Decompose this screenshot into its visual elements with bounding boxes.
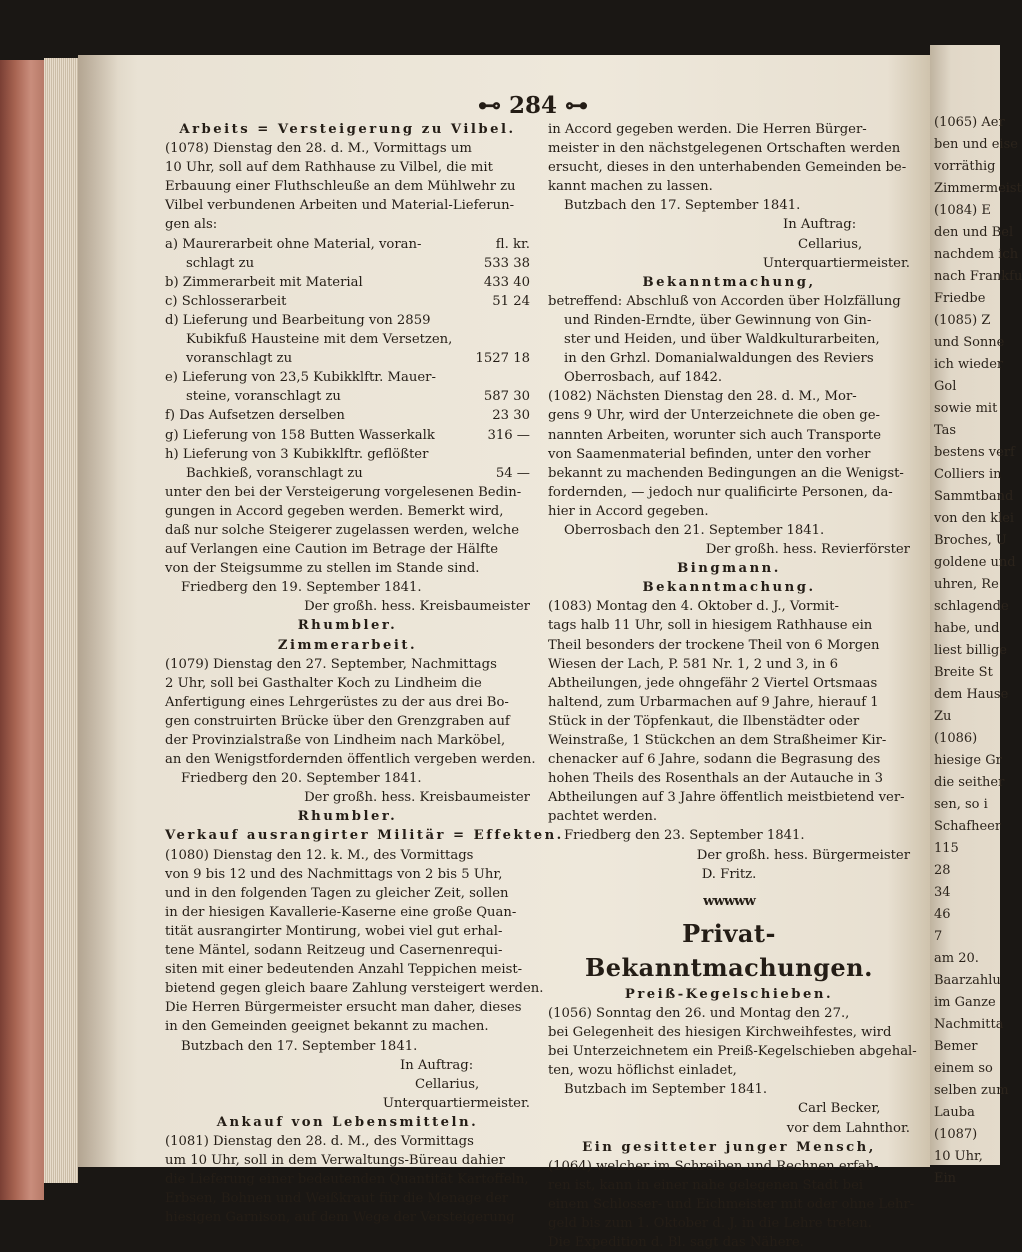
next-page-fragment: habe, und [934, 621, 1000, 636]
next-page-fragment: schlagende [934, 599, 1009, 614]
text-line: Stück in der Töpfenkaut, die Ilbenstädter oder [548, 713, 860, 729]
next-page-fragment: goldene und [934, 555, 1016, 570]
cost-item-line [165, 387, 530, 406]
next-page-fragment: dem Hause [934, 687, 1009, 702]
section-heading: Bingmann. [677, 561, 781, 577]
text-line: Friedberg den 19. September 1841. [181, 580, 422, 596]
next-page-fragment: nachdem ich [934, 247, 1019, 262]
text-line: Butzbach im September 1841. [564, 1082, 768, 1098]
section-heading: Ein gesitteter junger Mensch, [582, 1139, 876, 1155]
next-page-fragment: sowie mit [934, 401, 998, 416]
text-line: tität ausrangirter Montirung, wobei viel gut erhal- [165, 923, 503, 939]
ornament-left: ⊷ [478, 92, 501, 119]
text-line: Theil besonders der trockene Theil von 6 Morgen [548, 637, 880, 653]
text-line: und in den folgenden Tagen zu gleicher Zeit, sollen [165, 885, 509, 901]
next-page-fragment: nach Frankfu [934, 269, 1022, 284]
text-line: Cellarius, [798, 236, 863, 252]
text-line: in Accord gegeben werden. Die Herren Bürger- [548, 122, 867, 137]
text-line: Abtheilungen auf 3 Jahre öffentlich meistbietend ver- [548, 790, 905, 806]
text-line: auf Verlangen eine Caution im Betrage der Hälfte [165, 542, 499, 558]
text-line: 10 Uhr, soll auf dem Rathhause zu Vilbel, die mit [165, 160, 493, 176]
text-line: fordernden, — jedoch nur qualificirte Personen, da- [548, 484, 893, 500]
text-line: Friedberg den 20. September 1841. [181, 771, 422, 787]
next-page-fragment: liest billige [934, 643, 1008, 658]
text-line: Unterquartiermeister. [382, 1095, 530, 1111]
cost-item-text: c) Schlosserarbeit [165, 293, 287, 309]
text-line: tags halb 11 Uhr, soll in hiesigem Rathhause ein [548, 618, 873, 634]
next-page-fragment: 34 [934, 885, 951, 900]
text-line: Carl Becker, [798, 1101, 881, 1117]
next-page-fragment: Zimmermeist [934, 181, 1022, 196]
next-page-fragment: (1086) [934, 731, 978, 746]
section-heading: Zimmerarbeit. [277, 637, 418, 653]
cost-item-text: steine, voranschlagt zu [165, 389, 341, 405]
text-line: von 9 bis 12 und des Nachmittags von 2 bis 5 Uhr, [165, 866, 503, 882]
text-line: gen construirten Brücke über den Grenzgraben auf [165, 713, 510, 729]
cost-item-text: g) Lieferung von 158 Butten Wasserkalk [165, 427, 435, 443]
cost-item-amount [452, 330, 530, 349]
text-line: unter den bei der Versteigerung vorgelesenen Bedin- [165, 484, 522, 500]
text-line: bekannt zu machenden Bedingungen an die Wenigst- [548, 465, 904, 481]
text-line: und Rinden-Erndte, über Gewinnung von Gin- [564, 312, 872, 328]
cost-item-amount: 1527 18 [475, 351, 530, 367]
gutter-shadow [78, 55, 118, 1167]
next-page-fragment: uhren, Re [934, 577, 999, 592]
text-line: meister in den nächstgelegenen Ortschaften werden [548, 141, 901, 157]
text-line: (1079) Dienstag den 27. September, Nachmittags [165, 656, 497, 672]
cost-item-amount: fl. kr. [495, 236, 530, 252]
text-line: geld bis zum 1. Oktober d. J. in die Lehre treten. [548, 1215, 872, 1231]
left-column [165, 120, 564, 1227]
text-line: Abtheilungen, jede ohngefähr 2 Viertel Ortsmaas [548, 675, 878, 691]
cost-item-amount [452, 368, 530, 387]
text-line: kannt machen zu lassen. [548, 179, 713, 195]
cost-item-line [165, 235, 530, 254]
section-heading: Verkauf ausrangirter Militär = Effekten. [165, 828, 564, 844]
next-page-fragment: Colliers in [934, 467, 1002, 482]
next-page-fragment: am 20. [934, 951, 979, 966]
private-notices-heading: Privat-Bekanntmachungen. [585, 918, 873, 982]
next-page-fragment: (1085) Z [934, 313, 991, 328]
text-line: hohen Theils des Rosenthals an der Autauche in 3 [548, 771, 884, 787]
cost-item-text: a) Maurerarbeit ohne Material, voran- [165, 236, 422, 252]
cost-item-amount: 316 — [487, 427, 530, 443]
page-number-value: 284 [509, 92, 558, 119]
cost-item-line [165, 311, 530, 330]
text-line: Die Expedition d. Bl. sagt das Nähere. [548, 1235, 804, 1251]
next-page-fragment: 46 [934, 907, 951, 922]
next-page-fragment: ich wieder [934, 357, 1004, 372]
next-page-fragment: Breite St [934, 665, 993, 680]
text-line: Der großh. hess. Kreisbaumeister [304, 790, 530, 806]
text-line: (1080) Dienstag den 12. k. M., des Vormittags [165, 847, 474, 863]
cost-item-amount [452, 445, 530, 464]
text-line: bei Gelegenheit des hiesigen Kirchweihfestes, wird [548, 1025, 892, 1041]
next-page-fragment: hiesige Gr [934, 753, 1002, 768]
cost-item-line [165, 330, 530, 349]
text-line: vor dem Lahnthor. [786, 1120, 910, 1136]
text-line: Butzbach den 17. September 1841. [181, 1038, 418, 1054]
next-page-fragment: Sammtband [934, 489, 1014, 504]
ornament-right: ⊶ [565, 92, 589, 119]
text-line: in der hiesigen Kavallerie-Kaserne eine große Quan- [165, 904, 517, 920]
text-line: (1081) Dienstag den 28. d. M., des Vormittags [165, 1133, 474, 1149]
text-line: chenacker auf 6 Jahre, sodann die Begrasung des [548, 752, 881, 768]
next-page-fragment: Nachmitta [934, 1017, 1004, 1032]
text-line: in den Gemeinden geeignet bekannt zu machen. [165, 1019, 489, 1035]
text-line: (1078) Dienstag den 28. d. M., Vormittags um [165, 141, 472, 157]
cost-item-amount: 23 30 [492, 408, 530, 424]
text-line: Cellarius, [415, 1076, 480, 1092]
text-line: der Provinzialstraße von Lindheim nach Marköbel, [165, 733, 506, 748]
cost-item-text: d) Lieferung und Bearbeitung von 2859 [165, 312, 431, 328]
cost-item-line [165, 254, 530, 273]
next-page-fragment: (1087) [934, 1127, 978, 1142]
next-page-fragment: (1065) Aer [934, 115, 1005, 130]
next-page-fragment: von den klei [934, 511, 1015, 526]
text-line: ster und Heiden, und über Waldkulturarbeiten, [564, 332, 880, 348]
cost-item-line [165, 445, 530, 464]
cost-item-amount: 433 40 [483, 274, 530, 290]
cost-item-amount: 533 38 [483, 255, 530, 271]
text-line: daß nur solche Steigerer zugelassen werden, welche [165, 522, 520, 538]
text-line: in den Grhzl. Domanialwaldungen des Reviers [564, 351, 874, 367]
section-heading: Arbeits = Versteigerung zu Vilbel. [179, 122, 516, 137]
cost-item-text: e) Lieferung von 23,5 Kubikklftr. Mauer- [165, 370, 436, 386]
text-line: 2 Uhr, soll bei Gasthalter Koch zu Lindheim die [165, 675, 482, 691]
next-page-fragment: Ein [934, 1171, 957, 1186]
cost-item-text: h) Lieferung von 3 Kubikklftr. geflößter [165, 446, 429, 462]
text-line: bei Unterzeichnetem ein Preiß-Kegelschieben abgehal- [548, 1044, 917, 1060]
next-page-fragment: Gol [934, 379, 957, 394]
page-number [478, 92, 588, 119]
cost-item-amount [452, 311, 530, 330]
text-line: von Saamenmaterial befinden, unter den vorher [548, 446, 871, 462]
text-line: In Auftrag: [400, 1057, 474, 1073]
next-page-fragment: Bemer [934, 1039, 978, 1054]
text-line: tene Mäntel, sodann Reitzeug und Casernenrequi- [165, 943, 503, 959]
text-line: ersucht, dieses in den unterhabenden Gemeinden be- [548, 160, 907, 176]
cost-item-line [165, 426, 530, 445]
next-page-fragment: Zu [934, 709, 952, 724]
cost-item-text: b) Zimmerarbeit mit Material [165, 274, 363, 290]
text-line: Friedberg den 23. September 1841. [564, 828, 805, 844]
text-line: Weinstraße, 1 Stückchen an dem Straßheimer Kir- [548, 733, 887, 748]
cost-item-amount: 54 — [495, 465, 530, 481]
text-line: Unterquartiermeister. [762, 255, 910, 271]
cost-item-text: voranschlagt zu [165, 351, 293, 367]
next-page-fragment: 28 [934, 863, 951, 878]
text-line: Die Herren Bürgermeister ersucht man daher, dieses [165, 1000, 522, 1016]
text-line: Anfertigung eines Lehrgerüstes zu der aus drei Bo- [165, 694, 509, 710]
text-line: pachtet werden. [548, 809, 658, 825]
text-line: hiesigen Garnison, auf dem Wege der Versteigerung [165, 1210, 515, 1226]
next-page-fragment: (1084) E [934, 203, 991, 218]
next-page-fragment: 115 [934, 841, 959, 856]
text-line: um 10 Uhr, soll in dem Verwaltungs-Büreau dahier [165, 1153, 505, 1169]
cost-item-line [165, 292, 530, 311]
text-line: (1064) welcher im Schreiben und Rechnen erfah- [548, 1158, 879, 1174]
text-line: ren ist, kann in einer nahe gelegenen Stadt bei [548, 1177, 864, 1193]
text-line: von der Steigsumme zu stellen im Stande sind. [165, 561, 480, 577]
text-line: siten mit einer bedeutenden Anzahl Teppichen meist- [165, 962, 523, 978]
text-line: Erbsen, Bohnen und Weißkraut für die Menage der [165, 1191, 509, 1207]
cost-item-text: Kubikfuß Hausteine mit dem Versetzen, [165, 332, 453, 348]
section-heading: Bekanntmachung, [642, 274, 816, 290]
text-line: (1083) Montag den 4. Oktober d. J., Vormit- [548, 599, 839, 615]
text-line: betreffend: Abschluß von Accorden über Holzfällung [548, 293, 901, 309]
text-line: nannten Arbeiten, worunter sich auch Transporte [548, 427, 882, 443]
cost-item-text: Bachkieß, voranschlagt zu [165, 465, 363, 481]
text-line: haltend, zum Urbarmachen auf 9 Jahre, hierauf 1 [548, 694, 879, 710]
text-line: ten, wozu höflichst einladet, [548, 1063, 737, 1079]
text-line: Butzbach den 17. September 1841. [564, 198, 801, 214]
next-page-fragment: vorräthig [934, 159, 996, 174]
next-page-fragment: Baarzahlu [934, 973, 1001, 988]
text-line: Wiesen der Lach, P. 581 Nr. 1, 2 und 3, in 6 [548, 656, 838, 672]
text-line: einem Schlosser- und Eichmeister mit oder ohne Lehr- [548, 1196, 915, 1212]
text-line: hier in Accord gegeben. [548, 503, 709, 519]
text-line: die Lieferung einer bedeutenden Quantität Kartoffeln, [165, 1172, 529, 1188]
text-line: Der großh. hess. Kreisbaumeister [304, 599, 530, 615]
right-column [548, 120, 917, 1252]
section-heading: Bekanntmachung. [642, 580, 816, 596]
cost-item-line [165, 406, 530, 425]
next-page-fragment: Broches, U [934, 533, 1007, 548]
next-page-fragment: 7 [934, 929, 943, 944]
text-line: bietend gegen gleich baare Zahlung versteigert werden. [165, 981, 544, 997]
next-page-fragment: einem so [934, 1061, 993, 1076]
text-line: In Auftrag: [783, 217, 857, 233]
text-line: Der großh. hess. Bürgermeister [696, 847, 910, 863]
cost-item-line [165, 349, 530, 368]
ornament-divider: wwwww [703, 893, 755, 909]
cost-item-line [165, 464, 530, 483]
next-page-fragment: Schafheer [934, 819, 1002, 834]
cost-item-line [165, 368, 530, 387]
cost-item-text: f) Das Aufsetzen derselben [165, 408, 345, 424]
next-page-fragment: ben und eise [934, 137, 1018, 152]
next-page-fragment: Lauba [934, 1105, 975, 1120]
text-line: Oberrosbach den 21. September 1841. [564, 522, 825, 538]
next-page-fragment: im Ganze [934, 995, 996, 1010]
next-page-fragment: bestens verf [934, 445, 1015, 460]
next-page-edge [930, 45, 1022, 1186]
next-page-fragment: die seither [934, 775, 1005, 790]
text-line: (1056) Sonntag den 26. und Montag den 27., [548, 1005, 850, 1021]
section-heading: Rhumbler. [297, 618, 398, 634]
section-heading: Rhumbler. [297, 809, 398, 825]
cost-item-amount: 51 24 [492, 293, 530, 309]
text-line: Der großh. hess. Revierförster [705, 542, 910, 558]
next-page-fragment: Tas [934, 423, 957, 438]
section-heading: Preiß-Kegelschieben. [624, 986, 834, 1002]
next-page-fragment: selben zum [934, 1083, 1009, 1098]
cost-item-line [165, 273, 530, 292]
next-page-fragment: 10 Uhr, [934, 1149, 983, 1164]
next-page-fragment: den und Bel [934, 225, 1014, 240]
text-line: Erbauung einer Fluthschleuße an dem Mühlwehr zu [165, 179, 516, 195]
page-edges [44, 58, 78, 1183]
book-spine [0, 60, 44, 1200]
text-line: an den Wenigstfordernden öffentlich vergeben werden. [165, 752, 536, 768]
text-line: gens 9 Uhr, wird der Unterzeichnete die oben ge- [548, 408, 880, 424]
section-heading: Ankauf von Lebensmitteln. [216, 1114, 479, 1130]
next-page-fragment: Friedbe [934, 291, 986, 306]
next-page-fragment: und Sonne [934, 335, 1005, 350]
text-line: D. Fritz. [701, 866, 757, 882]
text-line: Oberrosbach, auf 1842. [564, 370, 723, 386]
cost-item-text: schlagt zu [165, 255, 255, 271]
text-line: gungen in Accord gegeben werden. Bemerkt wird, [165, 503, 504, 519]
text-line: (1082) Nächsten Dienstag den 28. d. M., Mor- [548, 389, 857, 405]
text-line: gen als: [165, 217, 218, 233]
next-page-fragment: sen, so i [934, 797, 988, 812]
text-line: Vilbel verbundenen Arbeiten und Material-Lieferun- [165, 198, 515, 214]
cost-item-amount: 587 30 [483, 389, 530, 405]
